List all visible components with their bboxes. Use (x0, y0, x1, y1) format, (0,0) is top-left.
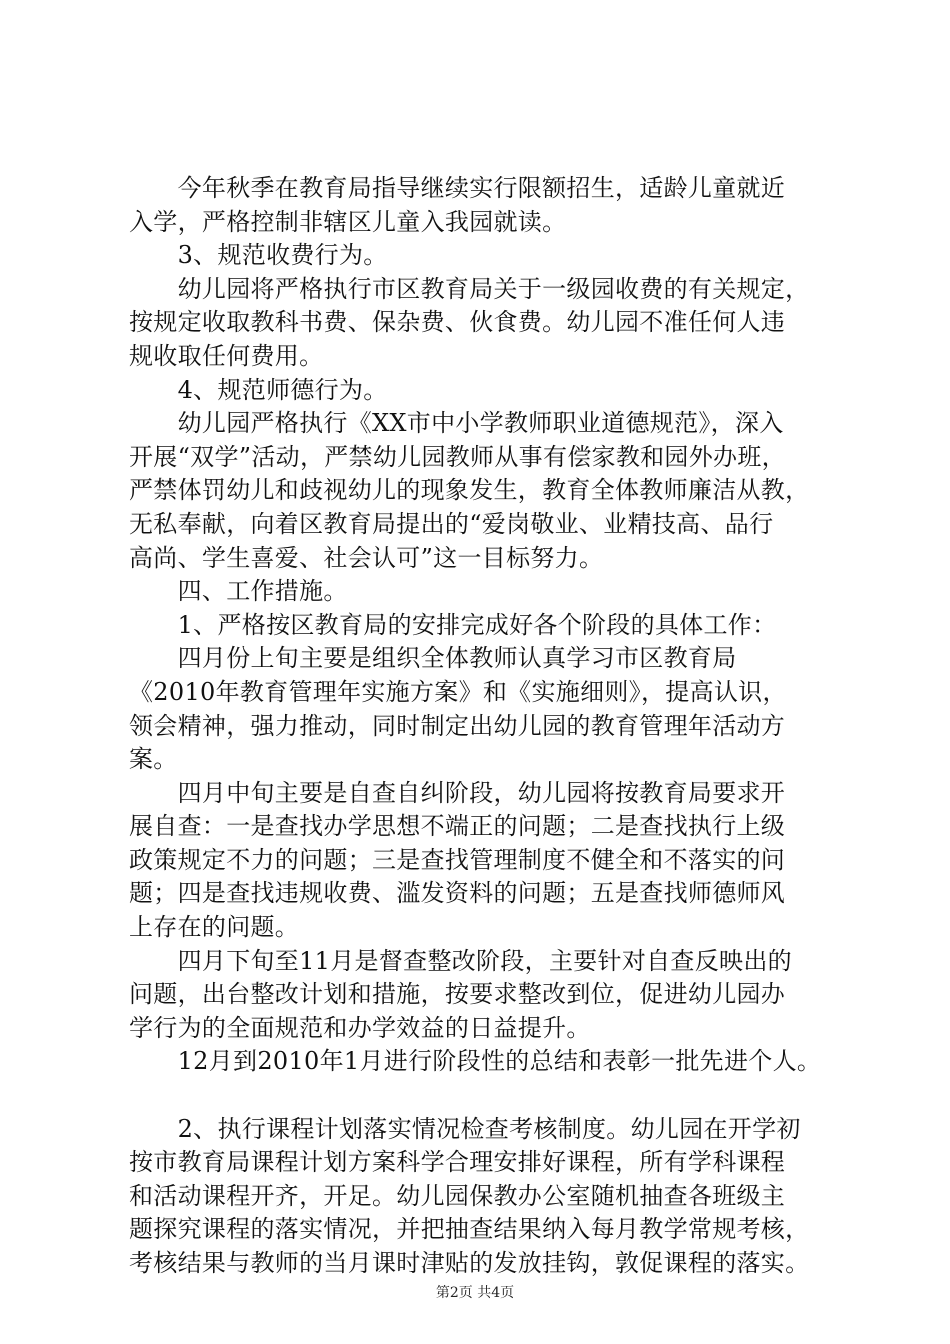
section-heading: 四、工作措施。 (129, 577, 348, 606)
text-line: 和活动课程开齐，开足。幼儿园保教办公室随机抽查各班级主 (129, 1181, 786, 1210)
text-line: 考核结果与教师的当月课时津贴的发放挂钩，敦促课程的落实。 (129, 1249, 810, 1277)
text-line: 四月中旬主要是自查自纠阶段，幼儿园将按教育局要求开 (129, 778, 786, 807)
text-line: 四月下旬至11月是督查整改阶段，主要针对自查反映出的 (129, 946, 792, 975)
text-line: 案。 (129, 745, 178, 774)
text-line: 1、严格按区教育局的安排完成好各个阶段的具体工作： (129, 610, 777, 639)
text-line: 开展“双学”活动，严禁幼儿园教师从事有偿家教和园外办班， (129, 442, 786, 471)
text-line: 严禁体罚幼儿和歧视幼儿的现象发生，教育全体教师廉洁从教， (129, 476, 810, 505)
text-line: 按市教育局课程计划方案科学合理安排好课程，所有学科课程 (129, 1148, 786, 1177)
section-heading: 4、规范师德行为。 (129, 375, 388, 404)
text-line: 高尚、学生喜爱、社会认可”这一目标努力。 (129, 543, 604, 572)
text-line: 入学，严格控制非辖区儿童入我园就读。 (129, 207, 567, 236)
text-line: 《2010年教育管理年实施方案》和《实施细则》，提高认识， (129, 677, 787, 706)
text-line: 问题，出台整改计划和措施，按要求整改到位，促进幼儿园办 (129, 980, 786, 1009)
paragraph-gap (129, 1079, 849, 1113)
text-line: 领会精神，强力推动，同时制定出幼儿园的教育管理年活动方 (129, 711, 786, 740)
text-line: 政策规定不力的问题；三是查找管理制度不健全和不落实的问 (129, 845, 786, 874)
text-line: 无私奉献，向着区教育局提出的“爱岗敬业、业精技高、品行 (129, 509, 774, 538)
text-line: 按规定收取教科书费、保杂费、伙食费。幼儿园不准任何人违 (129, 308, 786, 337)
section-heading: 3、规范收费行为。 (129, 241, 388, 270)
text-line: 题；四是查找违规收费、滥发资料的问题；五是查找师德师风 (129, 879, 786, 908)
page-number-label: 第2页 共4页 (435, 1285, 515, 1301)
document-body (129, 172, 849, 1281)
text-line: 学行为的全面规范和办学效益的日益提升。 (129, 1013, 591, 1042)
text-line: 幼儿园严格执行《XX市中小学教师职业道德规范》，深入 (129, 409, 784, 438)
text-line: 12月到2010年1月进行阶段性的总结和表彰一批先进个人。 (129, 1047, 822, 1076)
text-line: 四月份上旬主要是组织全体教师认真学习市区教育局 (129, 644, 737, 673)
text-line: 上存在的问题。 (129, 913, 300, 942)
text-line: 幼儿园将严格执行市区教育局关于一级园收费的有关规定， (129, 274, 810, 303)
text-line: 今年秋季在教育局指导继续实行限额招生，适龄儿童就近 (129, 174, 786, 202)
text-line: 展自查：一是查找办学思想不端正的问题；二是查找执行上级 (129, 812, 786, 841)
text-line: 2、执行课程计划落实情况检查考核制度。幼儿园在开学初 (129, 1114, 801, 1143)
text-line: 题探究课程的落实情况，并把抽查结果纳入每月教学常规考核， (129, 1215, 810, 1244)
text-line: 规收取任何费用。 (129, 341, 324, 370)
page-footer (0, 1283, 950, 1303)
